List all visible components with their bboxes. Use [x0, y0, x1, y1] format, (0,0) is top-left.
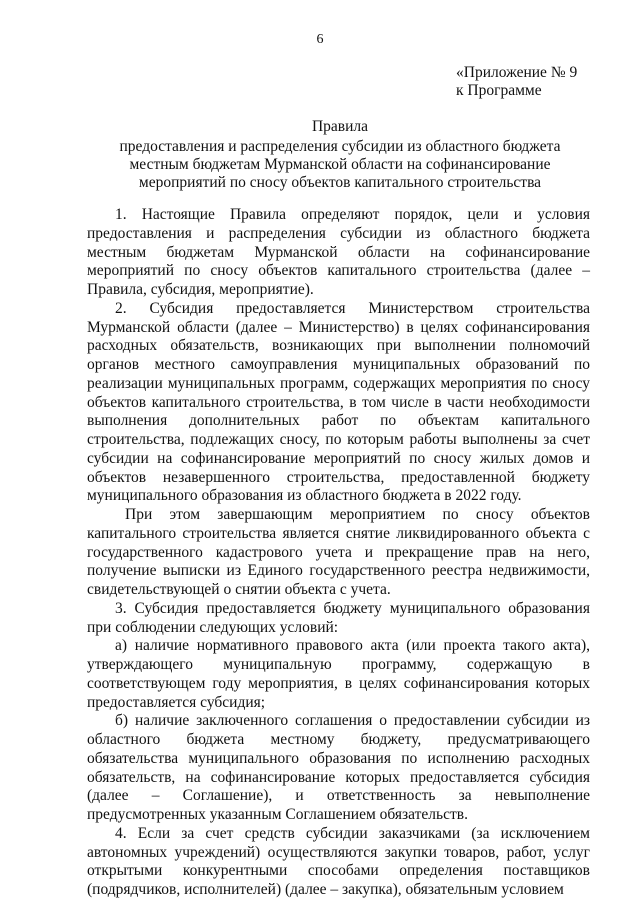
- paragraph-7: 4. Если за счет средств субсидии заказчиками (за исключением автономных учреждений) осуществляются закупки товаров, работ, услуг открытыми конкурентными способами определения поставщиков (подрядчиков, исполнителей) (далее – закупка), обязательным условием: [87, 824, 590, 898]
- page-number: 6: [316, 32, 324, 47]
- annex-line-2: к Программе: [456, 82, 542, 99]
- title-line-3: мероприятий по сносу объектов капитального строительства: [138, 174, 542, 191]
- paragraph-6: б) наличие заключенного соглашения о предоставлении субсидии из областного бюджета местному бюджету, предусматривающего обязательства муниципального образования по исполнению расходных обязательств, на софинансирование которых предоставляется субсидия (далее – Соглашение), и ответственность за невыполнение предусмотренных указанным Соглашением обязательств.: [87, 712, 590, 823]
- paragraph-3: При этом завершающим мероприятием по сносу объектов капитального строительства является снятие ликвидированного объекта с государственного кадастрового учета и прекращение прав на него, получение выписки из Единого государственного реестра недвижимости, свидетельствующей о снятии объекта с учета.: [87, 506, 590, 598]
- annex-reference: [456, 64, 577, 100]
- annex-line-1: «Приложение № 9: [456, 64, 578, 81]
- title-line-1: предоставления и распределения субсидии из областного бюджета: [119, 138, 561, 155]
- document-body: [87, 206, 590, 900]
- document-title-block: [80, 118, 600, 192]
- paragraph-2: 2. Субсидия предоставляется Министерством строительства Мурманской области (далее – Министерство) в целях софинансирования расходных обязательств, возникающих при выполнении полномочий органов местного самоуправления муниципальных образований по реализации муниципальных программ, содержащих мероприятия по сносу объектов капитального строительства, в том числе в части необходимости выполнения дополнительных работ по объектам капитального строительства, подлежащих сносу, по которым работы выполнены за счет субсидии на софинансирование мероприятий по сносу жилых домов и объектов незавершенного строительства, предоставленной бюджету муниципального образования из областного бюджета в 2022 году.: [87, 299, 590, 505]
- title-line-2: местным бюджетам Мурманской области на софинансирование: [129, 156, 551, 173]
- paragraph-4: 3. Субсидия предоставляется бюджету муниципального образования при соблюдении следующих условий:: [87, 599, 590, 636]
- document-title: Правила: [311, 118, 369, 135]
- paragraph-5: а) наличие нормативного правового акта (или проекта такого акта), утверждающего муниципальную программу, содержащую в соответствующем году мероприятия, в целях софинансирования которых предоставляется субсидия;: [87, 637, 590, 711]
- paragraph-1: 1. Настоящие Правила определяют порядок, цели и условия предоставления и распределения субсидии из областного бюджета местным бюджетам Мурманской области на софинансирование мероприятий по сносу объектов капитального строительства (далее – Правила, субсидия, мероприятие).: [87, 206, 590, 298]
